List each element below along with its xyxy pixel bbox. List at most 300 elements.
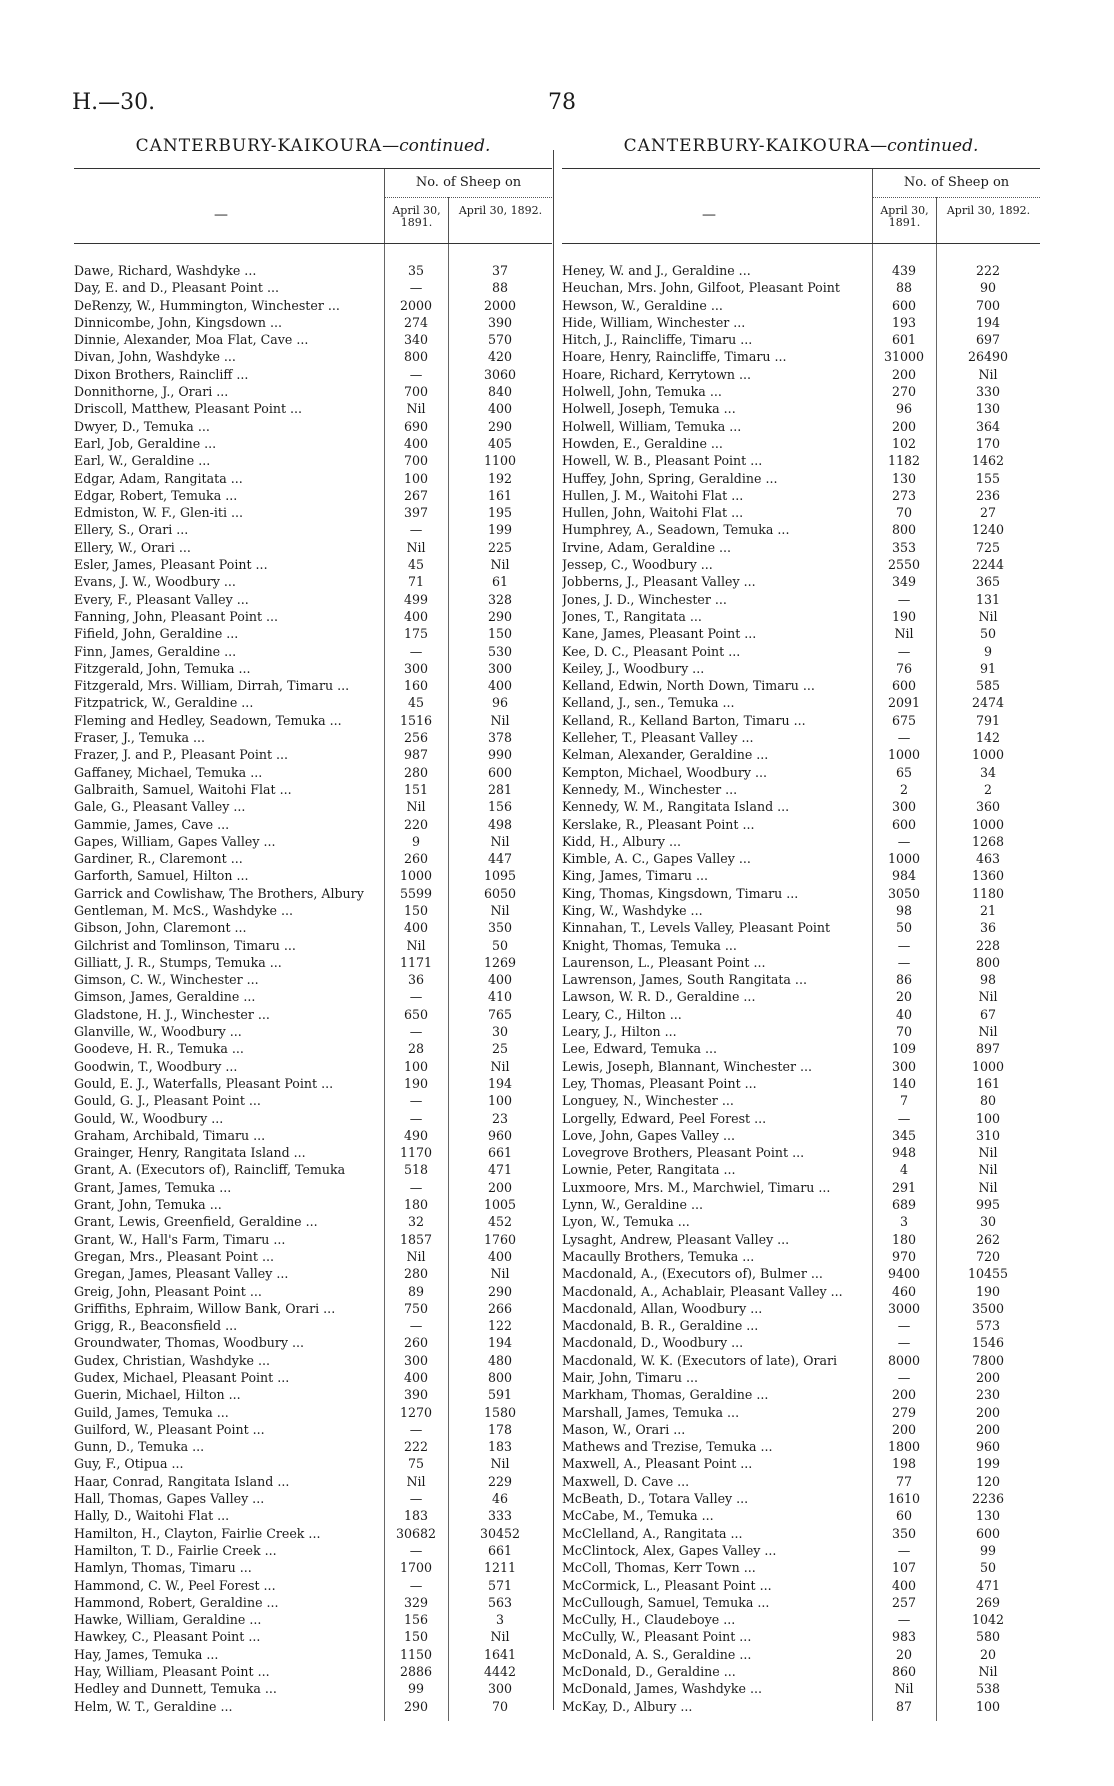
owner-name: Gardiner, R., Claremont ... xyxy=(74,851,243,867)
sheep-1891: 20 xyxy=(895,989,913,1005)
owner-name: Kempton, Michael, Woodbury ... xyxy=(562,764,768,780)
owner-name: Hawkey, C., Pleasant Point ... xyxy=(74,1629,261,1645)
owner-name: Kelleher, T., Pleasant Valley ... xyxy=(562,730,754,746)
sheep-1892: 228 xyxy=(975,937,1001,953)
table-row xyxy=(562,1525,1040,1542)
sheep-1891: 75 xyxy=(407,1456,425,1472)
sheep-1892: 199 xyxy=(975,1456,1001,1472)
sheep-1892: 100 xyxy=(975,1698,1001,1714)
table-row xyxy=(74,1421,552,1438)
page-number: 78 xyxy=(548,90,576,115)
table-row xyxy=(74,902,552,919)
sheep-1891: 3 xyxy=(899,1214,908,1230)
sheep-1892: 200 xyxy=(975,1421,1001,1437)
sheep-1891: — xyxy=(897,937,911,953)
owner-name: Gunn, D., Temuka ... xyxy=(74,1439,205,1455)
table-row xyxy=(562,1334,1040,1351)
table-row xyxy=(74,331,552,348)
table-row xyxy=(74,556,552,573)
table-row xyxy=(562,314,1040,331)
sheep-1891: Nil xyxy=(406,1248,426,1264)
sheep-1892: 190 xyxy=(975,1283,1001,1299)
sheep-1891: 2886 xyxy=(399,1664,433,1680)
table-row xyxy=(74,1058,552,1075)
sheep-1892: 300 xyxy=(487,660,513,676)
sheep-1892: 262 xyxy=(975,1231,1001,1247)
sheep-1891: 99 xyxy=(407,1681,425,1697)
sheep-1892: 310 xyxy=(975,1127,1001,1143)
sheep-1892: 600 xyxy=(487,764,513,780)
owner-name: Ellery, W., Orari ... xyxy=(74,539,191,555)
sheep-1891: 267 xyxy=(403,487,429,503)
sheep-1892: Nil xyxy=(490,833,510,849)
sheep-1891: 5599 xyxy=(399,885,433,901)
sheep-1891: — xyxy=(409,1318,423,1334)
table-row xyxy=(74,1265,552,1282)
owner-name: Hawke, William, Geraldine ... xyxy=(74,1612,262,1628)
table-row xyxy=(74,643,552,660)
sheep-1892: 400 xyxy=(487,972,513,988)
sheep-1891: 1800 xyxy=(887,1439,921,1455)
table-row xyxy=(74,314,552,331)
owner-name: Hay, William, Pleasant Point ... xyxy=(74,1664,270,1680)
sheep-1892: 170 xyxy=(975,435,1001,451)
sheep-1891: 600 xyxy=(891,678,917,694)
table-row xyxy=(562,400,1040,417)
sheep-1891: 96 xyxy=(895,401,913,417)
sheep-1892: 1000 xyxy=(971,747,1005,763)
sheep-1891: 35 xyxy=(407,263,425,278)
left-title-text: CANTERBURY-KAIKOURA xyxy=(135,136,383,156)
table-row xyxy=(74,729,552,746)
table-row xyxy=(562,1110,1040,1127)
table-row xyxy=(74,937,552,954)
sheep-1891: 140 xyxy=(891,1075,917,1091)
table-row xyxy=(562,919,1040,936)
table-row xyxy=(74,660,552,677)
sheep-1892: 192 xyxy=(487,470,513,486)
sheep-1892: 161 xyxy=(975,1075,1001,1091)
sheep-1892: 498 xyxy=(487,816,513,832)
sheep-1892: 720 xyxy=(975,1248,1001,1264)
sheep-1892: 570 xyxy=(487,332,513,348)
sheep-1892: Nil xyxy=(978,989,998,1005)
sheep-1892: 960 xyxy=(487,1127,513,1143)
table-row xyxy=(74,400,552,417)
sheep-1891: 9 xyxy=(411,833,420,849)
sheep-1892: 200 xyxy=(487,1179,513,1195)
sheep-1891: 3000 xyxy=(887,1300,921,1316)
sheep-1892: 661 xyxy=(487,1145,513,1161)
sheep-1892: 990 xyxy=(487,747,513,763)
sheep-1892: 591 xyxy=(487,1387,513,1403)
owner-name: Every, F., Pleasant Valley ... xyxy=(74,591,249,607)
table-row xyxy=(74,1507,552,1524)
table-row xyxy=(74,297,552,314)
table-row xyxy=(74,1006,552,1023)
owner-name: McDonald, A. S., Geraldine ... xyxy=(562,1646,752,1662)
sheep-1891: 353 xyxy=(891,539,917,555)
owner-name: Lownie, Peter, Rangitata ... xyxy=(562,1162,736,1178)
sheep-1891: — xyxy=(409,1093,423,1109)
sheep-1892: 100 xyxy=(975,1110,1001,1126)
owner-name: Griffiths, Ephraim, Willow Bank, Orari ... xyxy=(74,1300,336,1316)
table-row xyxy=(562,1455,1040,1472)
table-row xyxy=(562,885,1040,902)
sheep-1892: 765 xyxy=(487,1006,513,1022)
sheep-1891: 1270 xyxy=(399,1404,433,1420)
owner-name: Gladstone, H. J., Winchester ... xyxy=(74,1006,270,1022)
sheep-1892: 178 xyxy=(487,1421,513,1437)
owner-name: Longuey, N., Winchester ... xyxy=(562,1093,734,1109)
sheep-1892: 155 xyxy=(975,470,1001,486)
sheep-1891: 460 xyxy=(891,1283,917,1299)
sheep-1892: 1100 xyxy=(483,453,517,469)
sheep-1891: 77 xyxy=(895,1473,913,1489)
sheep-1891: 65 xyxy=(895,764,913,780)
table-row xyxy=(562,625,1040,642)
table-row xyxy=(562,971,1040,988)
table-row xyxy=(74,591,552,608)
owner-name: Graham, Archibald, Timaru ... xyxy=(74,1127,266,1143)
sheep-1892: 725 xyxy=(975,539,1001,555)
sheep-1891: 2 xyxy=(899,781,908,797)
table-row xyxy=(562,1507,1040,1524)
owner-name: Hamilton, T. D., Fairlie Creek ... xyxy=(74,1542,277,1558)
sheep-1891: 400 xyxy=(403,920,429,936)
sheep-1892: 2474 xyxy=(971,695,1005,711)
sheep-1892: 37 xyxy=(491,263,509,278)
sheep-1891: 2550 xyxy=(887,557,921,573)
table-row xyxy=(74,1542,552,1559)
owner-name: Fitzgerald, Mrs. William, Dirrah, Timaru ... xyxy=(74,678,350,694)
table-row xyxy=(562,297,1040,314)
sheep-1891: 490 xyxy=(403,1127,429,1143)
table-row xyxy=(74,573,552,590)
sheep-1892: 225 xyxy=(487,539,513,555)
sheep-1892: Nil xyxy=(490,1266,510,1282)
sheep-1891: 1170 xyxy=(399,1145,433,1161)
table-row xyxy=(562,1317,1040,1334)
sheep-1892: 269 xyxy=(975,1594,1001,1610)
owner-name: Esler, James, Pleasant Point ... xyxy=(74,557,268,573)
table-row xyxy=(562,1559,1040,1576)
owner-name: Kennedy, M., Winchester ... xyxy=(562,781,738,797)
table-row xyxy=(562,366,1040,383)
table-row xyxy=(74,487,552,504)
owner-name: Earl, Job, Geraldine ... xyxy=(74,435,217,451)
sheep-1891: — xyxy=(409,280,423,296)
owner-name: Grant, W., Hall's Farm, Timaru ... xyxy=(74,1231,286,1247)
sheep-1892: 410 xyxy=(487,989,513,1005)
table-row xyxy=(562,1698,1040,1715)
table-row xyxy=(562,1473,1040,1490)
table-row xyxy=(562,1542,1040,1559)
sheep-1891: — xyxy=(897,1335,911,1351)
owner-name: Edgar, Adam, Rangitata ... xyxy=(74,470,243,486)
table-row xyxy=(74,816,552,833)
owner-name: King, James, Timaru ... xyxy=(562,868,709,884)
table-row xyxy=(562,833,1040,850)
sheep-1891: 87 xyxy=(895,1698,913,1714)
table-row xyxy=(74,954,552,971)
owner-name: McBeath, D., Totara Valley ... xyxy=(562,1491,749,1507)
sheep-1892: 200 xyxy=(975,1370,1001,1385)
table-row xyxy=(562,1283,1040,1300)
sheep-1891: 175 xyxy=(403,626,429,642)
sheep-1892: 580 xyxy=(975,1629,1001,1645)
owner-name: Humphrey, A., Seadown, Temuka ... xyxy=(562,522,790,538)
right-column-title xyxy=(562,136,1040,168)
table-row xyxy=(562,556,1040,573)
sheep-1891: 987 xyxy=(403,747,429,763)
table-row xyxy=(74,539,552,556)
sheep-1892: 122 xyxy=(487,1318,513,1334)
sheep-1891: 200 xyxy=(891,418,917,434)
sheep-1892: 10455 xyxy=(967,1266,1009,1282)
owner-name: Kelland, R., Kelland Barton, Timaru ... xyxy=(562,712,806,728)
sheep-1891: 300 xyxy=(891,799,917,815)
owner-name: Lyon, W., Temuka ... xyxy=(562,1214,690,1230)
sheep-1891: 700 xyxy=(403,384,429,400)
sheep-1892: 1580 xyxy=(483,1404,517,1420)
owner-name: Hamilton, H., Clayton, Fairlie Creek ... xyxy=(74,1525,321,1541)
owner-name: Laurenson, L., Pleasant Point ... xyxy=(562,954,766,970)
owner-name: Driscoll, Matthew, Pleasant Point ... xyxy=(74,401,303,417)
owner-name: Edmiston, W. F., Glen-iti ... xyxy=(74,505,244,521)
sheep-1891: 1182 xyxy=(887,453,921,469)
sheep-1891: 160 xyxy=(403,678,429,694)
sheep-1892: 290 xyxy=(487,418,513,434)
left-table-body xyxy=(74,262,552,1715)
sheep-1892: Nil xyxy=(490,1629,510,1645)
sheep-1892: 150 xyxy=(487,626,513,642)
table-row xyxy=(562,746,1040,763)
sheep-1892: 3 xyxy=(495,1612,504,1628)
sheep-1892: 1095 xyxy=(483,868,517,884)
owner-name: McCormick, L., Pleasant Point ... xyxy=(562,1577,772,1593)
owner-name: Lawson, W. R. D., Geraldine ... xyxy=(562,989,756,1005)
sheep-1892: Nil xyxy=(490,1456,510,1472)
sheep-1891: 198 xyxy=(891,1456,917,1472)
right-date2-header: April 30, 1892. xyxy=(936,197,1040,243)
sheep-1891: 350 xyxy=(891,1525,917,1541)
table-row xyxy=(74,1317,552,1334)
owner-name: Dawe, Richard, Washdyke ... xyxy=(74,263,257,278)
owner-name: Macdonald, D., Woodbury ... xyxy=(562,1335,744,1351)
sheep-1892: 365 xyxy=(975,574,1001,590)
sheep-1892: 364 xyxy=(975,418,1001,434)
sheep-1892: 50 xyxy=(491,937,509,953)
table-row xyxy=(74,1110,552,1127)
sheep-1892: 463 xyxy=(975,851,1001,867)
sheep-1891: 256 xyxy=(403,730,429,746)
sheep-1891: — xyxy=(409,1542,423,1558)
right-table-body xyxy=(562,262,1040,1715)
sheep-1892: 194 xyxy=(487,1335,513,1351)
owner-name: Gibson, John, Claremont ... xyxy=(74,920,247,936)
sheep-1892: 50 xyxy=(979,1560,997,1576)
table-row xyxy=(74,366,552,383)
owner-name: Macdonald, Allan, Woodbury ... xyxy=(562,1300,763,1316)
owner-name: Mair, John, Timaru ... xyxy=(562,1370,698,1385)
sheep-1891: 349 xyxy=(891,574,917,590)
sheep-1892: 50 xyxy=(979,626,997,642)
sheep-1891: 400 xyxy=(403,1370,429,1385)
table-row xyxy=(74,521,552,538)
owner-name: Lorgelly, Edward, Peel Forest ... xyxy=(562,1110,767,1126)
table-row xyxy=(74,1646,552,1663)
owner-name: Hamlyn, Thomas, Timaru ... xyxy=(74,1560,252,1576)
table-row xyxy=(562,418,1040,435)
sheep-1891: — xyxy=(897,643,911,659)
table-row xyxy=(562,1352,1040,1369)
owner-name: Garforth, Samuel, Hilton ... xyxy=(74,868,249,884)
table-row xyxy=(74,1075,552,1092)
right-date1-header: April 30, 1891. xyxy=(872,197,936,243)
sheep-1892: 328 xyxy=(487,591,513,607)
sheep-1892: 6050 xyxy=(483,885,517,901)
owner-name: Greig, John, Pleasant Point ... xyxy=(74,1283,262,1299)
sheep-1892: 1360 xyxy=(971,868,1005,884)
table-row xyxy=(74,1559,552,1576)
owner-name: Hedley and Dunnett, Temuka ... xyxy=(74,1681,277,1697)
sheep-1891: 983 xyxy=(891,1629,917,1645)
table-row xyxy=(74,418,552,435)
owner-name: Mathews and Trezise, Temuka ... xyxy=(562,1439,773,1455)
owner-name: Luxmoore, Mrs. M., Marchwiel, Timaru ... xyxy=(562,1179,831,1195)
sheep-1892: 360 xyxy=(975,799,1001,815)
owner-name: Jones, J. D., Winchester ... xyxy=(562,591,727,607)
sheep-1891: 270 xyxy=(891,384,917,400)
owner-name: McKay, D., Albury ... xyxy=(562,1698,693,1714)
owner-name: Dinnicombe, John, Kingsdown ... xyxy=(74,314,282,330)
owner-name: Kelland, Edwin, North Down, Timaru ... xyxy=(562,678,815,694)
table-row xyxy=(74,850,552,867)
sheep-1892: 199 xyxy=(487,522,513,538)
sheep-1891: — xyxy=(409,522,423,538)
owner-name: Macdonald, W. K. (Executors of late), Orari xyxy=(562,1352,838,1368)
sheep-1891: — xyxy=(409,366,423,382)
owner-name: King, Thomas, Kingsdown, Timaru ... xyxy=(562,885,799,901)
owner-name: McClintock, Alex, Gapes Valley ... xyxy=(562,1542,777,1558)
sheep-1891: 400 xyxy=(403,608,429,624)
owner-name: Gilliatt, J. R., Stumps, Temuka ... xyxy=(74,954,282,970)
sheep-1891: 690 xyxy=(403,418,429,434)
sheep-1892: 995 xyxy=(975,1197,1001,1213)
table-row xyxy=(74,1040,552,1057)
owner-name: Grigg, R., Beaconsfield ... xyxy=(74,1318,238,1334)
sheep-1891: Nil xyxy=(406,1473,426,1489)
sheep-1892: 840 xyxy=(487,384,513,400)
owner-name: Kelman, Alexander, Geraldine ... xyxy=(562,747,769,763)
sheep-1892: 405 xyxy=(487,435,513,451)
table-row xyxy=(74,1594,552,1611)
table-row xyxy=(562,1161,1040,1178)
sheep-1892: 3060 xyxy=(483,366,517,382)
table-row xyxy=(74,262,552,279)
sheep-1891: 340 xyxy=(403,332,429,348)
owner-name: McClelland, A., Rangitata ... xyxy=(562,1525,743,1541)
sheep-1891: Nil xyxy=(406,539,426,555)
owner-name: Jones, T., Rangitata ... xyxy=(562,608,702,624)
sheep-1891: 260 xyxy=(403,851,429,867)
sheep-1892: Nil xyxy=(978,1179,998,1195)
sheep-1891: 45 xyxy=(407,557,425,573)
table-row xyxy=(562,1646,1040,1663)
sheep-1892: 960 xyxy=(975,1439,1001,1455)
owner-name: Gimson, James, Geraldine ... xyxy=(74,989,256,1005)
owner-name: Evans, J. W., Woodbury ... xyxy=(74,574,236,590)
table-row xyxy=(562,764,1040,781)
table-row xyxy=(562,712,1040,729)
sheep-1891: 150 xyxy=(403,902,429,918)
sheep-1891: 257 xyxy=(891,1594,917,1610)
sheep-1892: 7800 xyxy=(971,1352,1005,1368)
table-row xyxy=(562,487,1040,504)
owner-name: Maxwell, D. Cave ... xyxy=(562,1473,690,1489)
sheep-1892: 538 xyxy=(975,1681,1001,1697)
sheep-1891: 700 xyxy=(403,453,429,469)
column-divider xyxy=(553,150,554,1710)
owner-name: Lawrenson, James, South Rangitata ... xyxy=(562,972,807,988)
sheep-1891: 2091 xyxy=(887,695,921,711)
owner-name: Kane, James, Pleasant Point ... xyxy=(562,626,757,642)
owner-name: McCullough, Samuel, Temuka ... xyxy=(562,1594,770,1610)
sheep-1892: 30 xyxy=(491,1024,509,1040)
table-row xyxy=(74,746,552,763)
owner-name: Knight, Thomas, Temuka ... xyxy=(562,937,737,953)
table-row xyxy=(74,1196,552,1213)
table-row xyxy=(562,988,1040,1005)
sheep-1891: 345 xyxy=(891,1127,917,1143)
owner-name: Glanville, W., Woodbury ... xyxy=(74,1024,242,1040)
sheep-1891: Nil xyxy=(894,626,914,642)
sheep-1891: 1610 xyxy=(887,1491,921,1507)
table-row xyxy=(74,1663,552,1680)
sheep-1891: 279 xyxy=(891,1404,917,1420)
owner-name: Fifield, John, Geraldine ... xyxy=(74,626,239,642)
sheep-1891: 8000 xyxy=(887,1352,921,1368)
owner-name: Marshall, James, Temuka ... xyxy=(562,1404,740,1420)
sheep-1892: 25 xyxy=(491,1041,509,1057)
table-row xyxy=(74,1404,552,1421)
table-row xyxy=(74,677,552,694)
sheep-1892: 1180 xyxy=(971,885,1005,901)
owner-name: McCabe, M., Temuka ... xyxy=(562,1508,714,1524)
sheep-1891: 1000 xyxy=(887,747,921,763)
owner-name: Grant, Lewis, Greenfield, Geraldine ... xyxy=(74,1214,318,1230)
sheep-1892: 236 xyxy=(975,487,1001,503)
sheep-1892: 194 xyxy=(487,1075,513,1091)
sheep-1891: 948 xyxy=(891,1145,917,1161)
table-row xyxy=(562,1438,1040,1455)
sheep-1891: 7 xyxy=(899,1093,908,1109)
owner-name: Hally, D., Waitohi Flat ... xyxy=(74,1508,230,1524)
sheep-1891: 291 xyxy=(891,1179,917,1195)
table-row xyxy=(562,1421,1040,1438)
table-row xyxy=(562,1040,1040,1057)
owner-name: Gammie, James, Cave ... xyxy=(74,816,230,832)
sheep-1891: 650 xyxy=(403,1006,429,1022)
sheep-1892: 194 xyxy=(975,314,1001,330)
owner-name: Heuchan, Mrs. John, Gilfoot, Pleasant Point xyxy=(562,280,840,296)
sheep-1891: 600 xyxy=(891,297,917,313)
table-row xyxy=(74,833,552,850)
sheep-1892: 26490 xyxy=(967,349,1009,365)
left-sheep-header: No. of Sheep on xyxy=(384,169,552,198)
sheep-1891: 102 xyxy=(891,435,917,451)
